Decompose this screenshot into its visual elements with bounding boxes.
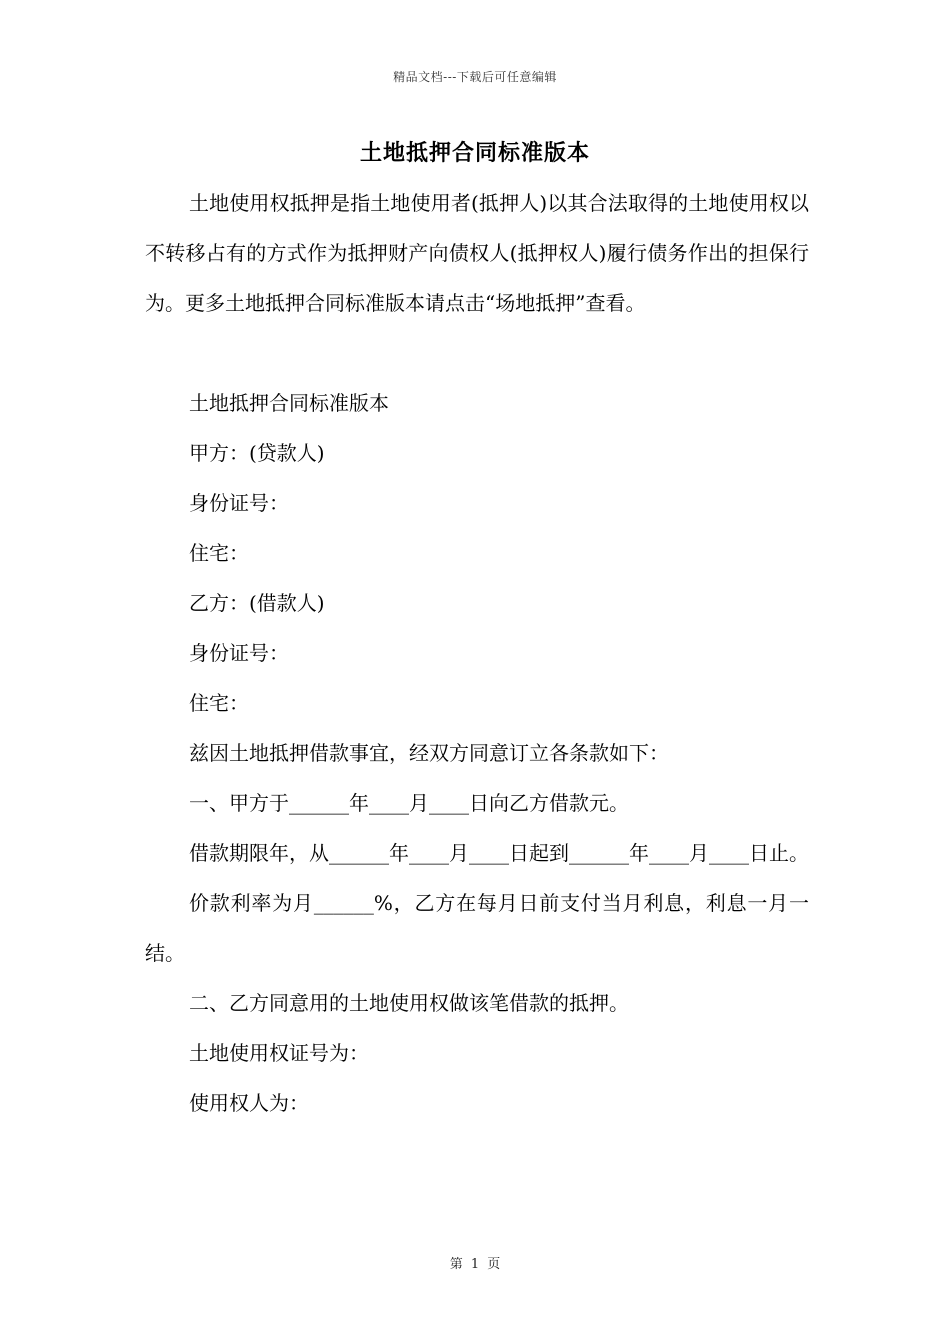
document-title: 土地抵押合同标准版本 xyxy=(359,140,590,166)
clause-2-line: 二、乙方同意用的土地使用权做该笔借款的抵押。 xyxy=(189,991,629,1015)
party-b-line: 乙方：(借款人) xyxy=(189,591,325,615)
blank-line xyxy=(145,328,809,378)
party-b-address-line: 住宅： xyxy=(189,691,249,715)
document-body xyxy=(145,178,809,1128)
interest-paragraph: 价款利率为月______%，乙方在每月日前支付当月利息，利息一月一结。 xyxy=(145,891,809,965)
party-b-id-line: 身份证号： xyxy=(189,641,289,665)
loan-term-paragraph: 借款期限年，从______年____月____日起到______年____月____日止。 xyxy=(189,841,809,865)
clause-1-line: 一、甲方于______年____月____日向乙方借款元。 xyxy=(189,791,629,815)
party-a-line: 甲方：(贷款人) xyxy=(189,441,325,465)
right-holder-line: 使用权人为： xyxy=(189,1091,309,1115)
land-cert-line: 土地使用权证号为： xyxy=(189,1041,369,1065)
intro-paragraph: 土地使用权抵押是指土地使用者(抵押人)以其合法取得的土地使用权以不转移占有的方式作为抵押财产向债权人(抵押权人)履行债务作出的担保行为。更多土地抵押合同标准版本请点击“场地抵押”查看。 xyxy=(145,191,809,315)
party-a-id-line: 身份证号： xyxy=(189,491,289,515)
preamble-line: 兹因土地抵押借款事宜，经双方同意订立各条款如下： xyxy=(189,741,669,765)
party-a-address-line: 住宅： xyxy=(189,541,249,565)
contract-title: 土地抵押合同标准版本 xyxy=(189,391,389,415)
header-note: 精品文档---下载后可任意编辑 xyxy=(393,70,557,84)
page-number: 第 1 页 xyxy=(449,1257,501,1272)
